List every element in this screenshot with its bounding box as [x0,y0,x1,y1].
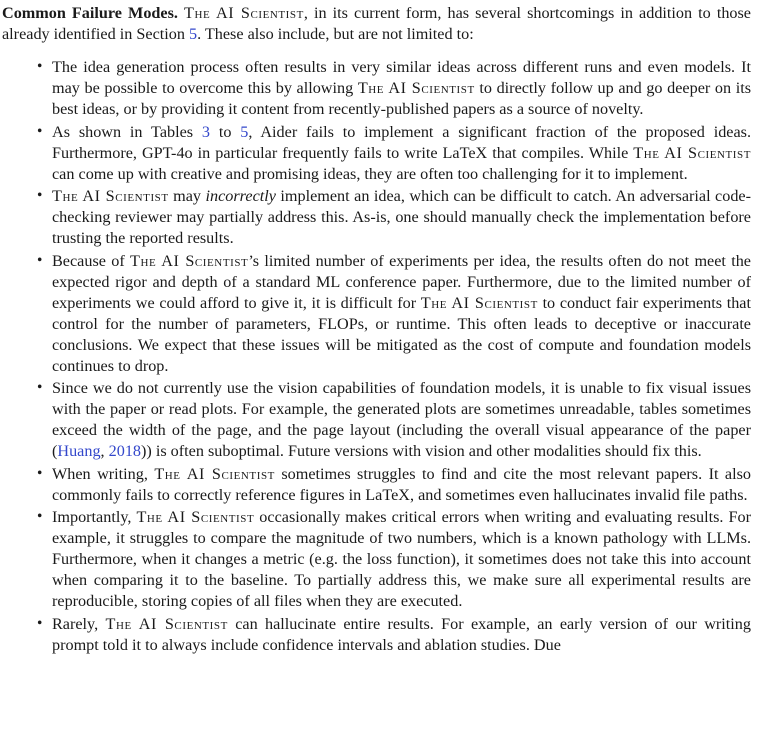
failure-mode-item [37,614,751,656]
bullet-icon: • [37,508,43,525]
ai-scientist-smallcaps-text: The AI Scientist [633,143,751,162]
paragraph-lead-bold-text: Common Failure Modes. [2,4,185,22]
body-text: to [210,122,241,141]
ai-scientist-smallcaps-text: The AI Scientist [130,251,249,270]
body-text: As shown in Tables [52,122,202,141]
body-text: sometimes struggles to find and cite the most relevant papers. It also commonly fails to correctly reference figures in LaTeX, and sometimes even hallucinates invalid file paths. [52,464,751,504]
body-text: Importantly, [52,508,137,526]
body-text: When writing, [52,464,155,483]
body-text: can come up with creative and promising ideas, they are often too challenging for it to implement. [52,164,688,183]
reference-link[interactable]: 5 [240,122,249,141]
reference-link[interactable]: 3 [201,122,211,141]
failure-mode-item [37,122,752,185]
reference-link[interactable]: Huang [57,442,101,460]
bullet-icon: • [37,379,43,396]
bullet-icon: • [37,464,43,482]
body-text: Since we do not currently use the vision capabilities of foundation models, it is unable to fix visual issues with the paper or read plots. For example, the generated plots are sometimes unreadable, tables sometimes exceed the width of the page, and the page layout (including the overall visual appearance of the paper ( [52,379,751,460]
ai-scientist-smallcaps-text: The AI Scientist [420,293,538,312]
bullet-icon: • [37,187,43,204]
bullet-icon: • [37,58,43,75]
bullet-icon: • [37,251,43,269]
failure-modes-list [2,57,751,656]
body-text: . These also include, but are not limited to: [197,25,474,43]
body-text: , in its current form, has several shortcomings in addition to those already identified in Section [2,4,751,43]
failure-mode-item [37,378,751,462]
body-text: , [100,442,109,460]
failure-mode-item [37,57,751,120]
body-text: , Aider fails to implement a significant fraction of the proposed ideas. Furthermore, GPT-4o in particular frequently fails to write LaTeX that compiles. While [52,122,752,162]
failure-mode-item [37,186,752,249]
body-text: to conduct fair experiments that control for the number of parameters, FLOPs, or runtime. This often leads to deceptive or inaccurate conclusions. We expect that these issues will be mitigated as the cost of compute and foundation models continues to drop. [52,293,751,375]
ai-scientist-smallcaps-text: The AI Scientist [154,464,275,483]
reference-link[interactable]: 2018 [108,442,142,460]
ai-scientist-smallcaps-text: The AI Scientist [105,614,228,633]
body-text: can hallucinate entire results. For example, an early version of our writing prompt told it to always include confidence intervals and ablation studies. Due [52,614,751,654]
failure-mode-item [37,251,751,377]
bullet-icon: • [37,614,43,632]
bullet-icon: • [37,122,43,140]
body-text: to directly follow up and go deeper on its best ideas, or by providing it content from recently-published papers as a source of novelty. [52,79,751,118]
body-text: )) is often suboptimal. Future versions with vision and other modalities should fix this. [141,442,702,460]
reference-link[interactable]: 5 [189,25,198,43]
body-text: may [168,187,206,205]
body-text: Because of [52,251,131,270]
ai-scientist-smallcaps-text: The AI Scientist [52,187,169,205]
body-text: Rarely, [52,614,106,633]
body-text: ’s limited number of experiments per idea, the results often do not meet the expected rigor and depth of a standard ML conference paper. Furthermore, due to the limited number of experiments we could afford to give it, it is difficult for [52,251,751,312]
failure-mode-item [37,507,752,612]
body-text: implement an idea, which can be difficult to catch. An adversarial code-checking reviewer may partially address this. As-is, one should manually check the implementation before trusting the reported results. [52,187,752,247]
failure-mode-item [37,464,751,506]
body-text: The idea generation process often results in very similar ideas across different runs and even models. It may be possible to overcome this by allowing [52,58,751,97]
ai-scientist-smallcaps-text: The AI Scientist [136,508,255,526]
body-text: occasionally makes critical errors when writing and evaluating results. For example, it struggles to compare the magnitude of two numbers, which is a known pathology with LLMs. Furthermore, when it changes a metric (e.g. the loss function), it sometimes does not take this into account when comparing it to the baseline. To partially address this, we make sure all experimental results are reproducible, storing copies of all files when they are executed. [52,508,752,610]
ai-scientist-smallcaps-text: The AI Scientist [184,4,304,22]
section-header-paragraph [2,3,751,45]
italic-text: incorrectly [205,187,276,205]
ai-scientist-smallcaps-text: The AI Scientist [357,79,475,97]
